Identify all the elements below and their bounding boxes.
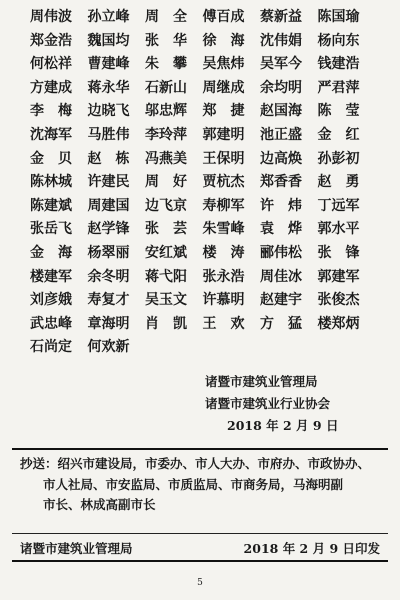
name-entry: 蔡新益 xyxy=(260,9,302,25)
name-entry: 郑 捷 xyxy=(202,103,245,120)
name-entry: 武忠峰 xyxy=(30,315,72,332)
name-entry: 方建成 xyxy=(30,79,72,96)
name-entry: 吴军今 xyxy=(260,56,302,73)
cc-block xyxy=(20,454,380,516)
name-entry: 周伟波 xyxy=(30,9,72,25)
name-entry: 李 梅 xyxy=(30,103,72,120)
issue-date: 2018 年 2 月 9 日印发 xyxy=(243,541,380,556)
name-entry: 周 全 xyxy=(145,9,187,25)
cc-line-3: 市长、林成高副市长 xyxy=(43,497,156,512)
name-entry: 郑金浩 xyxy=(30,32,72,49)
name-entry: 何松祥 xyxy=(30,56,72,73)
name-entry: 周继成 xyxy=(202,79,245,96)
page-number: 5 xyxy=(197,578,203,588)
name-entry: 张俊杰 xyxy=(317,292,360,309)
name-entry: 陈建斌 xyxy=(30,197,72,214)
name-entry: 何欢新 xyxy=(87,339,130,356)
name-entry: 杨翠丽 xyxy=(87,244,130,261)
name-entry: 寿复才 xyxy=(87,292,130,309)
name-entry: 许慕明 xyxy=(202,292,245,309)
name-entry: 安红斌 xyxy=(145,244,187,261)
name-entry: 冯燕美 xyxy=(145,150,187,167)
name-entry: 金 海 xyxy=(30,244,72,261)
name-entry: 孙彭初 xyxy=(317,150,360,167)
name-entry: 丁远军 xyxy=(317,197,360,214)
name-entry: 许建民 xyxy=(87,174,130,191)
name-entry: 方 猛 xyxy=(260,315,302,332)
name-list xyxy=(30,6,375,360)
cc-line-2: 市人社局、市安监局、市质监局、市商务局，马海明副 xyxy=(43,476,344,492)
name-entry: 陈林城 xyxy=(30,174,72,191)
name-entry: 周建国 xyxy=(87,197,130,214)
name-entry: 郦伟松 xyxy=(260,244,302,261)
name-entry: 傅百成 xyxy=(202,9,245,25)
name-entry: 赵建宇 xyxy=(260,292,302,309)
name-entry: 马胜伟 xyxy=(87,126,130,143)
name-entry: 孙立峰 xyxy=(87,9,130,25)
name-entry: 张岳飞 xyxy=(30,221,72,238)
divider-bottom xyxy=(12,560,388,562)
signature-block xyxy=(205,371,385,437)
name-entry: 石尚定 xyxy=(30,339,72,356)
name-entry: 郑香香 xyxy=(260,174,302,191)
name-entry: 余冬明 xyxy=(87,268,130,285)
name-entry: 张 华 xyxy=(145,32,187,49)
divider-top xyxy=(12,448,388,450)
name-entry: 赵国海 xyxy=(260,103,302,120)
name-entry: 周 好 xyxy=(145,174,187,191)
name-entry: 钱建浩 xyxy=(317,56,360,73)
name-entry: 池正盛 xyxy=(260,126,302,143)
name-entry: 严君萍 xyxy=(317,79,360,96)
cc-label: 抄送： xyxy=(20,456,58,471)
name-entry: 沈海军 xyxy=(30,126,72,143)
name-entry: 吴焦炜 xyxy=(202,56,245,73)
name-entry: 周佳冰 xyxy=(260,268,302,285)
name-entry: 魏国均 xyxy=(87,32,130,49)
name-entry: 张 锋 xyxy=(317,244,360,261)
name-entry: 金 贝 xyxy=(30,150,72,167)
name-entry: 边飞京 xyxy=(145,197,187,214)
name-entry: 张 芸 xyxy=(145,221,187,238)
name-entry: 郭水平 xyxy=(317,221,360,238)
name-entry: 陈国瑜 xyxy=(317,9,360,25)
name-entry: 楼郑炳 xyxy=(317,315,360,332)
name-entry: 刘彦娥 xyxy=(30,292,72,309)
name-entry: 楼 涛 xyxy=(202,244,245,261)
divider-middle xyxy=(12,533,388,534)
name-entry: 张永浩 xyxy=(202,268,245,285)
signature-org-2: 诸暨市建筑业行业协会 xyxy=(205,396,331,411)
name-entry: 杨向东 xyxy=(317,32,360,49)
name-entry: 郭建明 xyxy=(202,126,245,143)
name-entry: 寿柳军 xyxy=(202,197,245,214)
name-entry: 吴玉文 xyxy=(145,292,187,309)
name-entry: 赵学锋 xyxy=(87,221,130,238)
name-entry: 蒋永华 xyxy=(87,79,130,96)
issue-footer xyxy=(20,539,380,557)
name-entry: 王保明 xyxy=(202,150,245,167)
name-entry: 肖 凯 xyxy=(145,315,187,332)
issuer: 诸暨市建筑业管理局 xyxy=(20,541,133,556)
name-entry: 贾杭杰 xyxy=(202,174,245,191)
signature-org-1: 诸暨市建筑业管理局 xyxy=(205,374,318,389)
name-entry: 赵 栋 xyxy=(87,150,130,167)
name-entry: 赵 勇 xyxy=(317,174,360,191)
name-entry: 李玲萍 xyxy=(145,126,187,143)
signature-date: 2018 年 2 月 9 日 xyxy=(227,418,339,433)
name-entry: 邬忠辉 xyxy=(145,103,187,120)
name-entry: 蒋弋阳 xyxy=(145,268,187,285)
name-entry: 余均明 xyxy=(260,79,302,96)
name-entry: 朱 攀 xyxy=(145,56,187,73)
name-entry: 陈 莹 xyxy=(317,103,360,120)
cc-line-1: 绍兴市建设局，市委办、市人大办、市府办、市政协办、 xyxy=(57,456,371,471)
name-entry: 袁 烨 xyxy=(260,221,302,238)
name-entry: 楼建军 xyxy=(30,268,72,285)
name-entry: 金 红 xyxy=(317,126,360,143)
name-entry: 边晓飞 xyxy=(87,103,130,120)
name-entry: 石新山 xyxy=(145,79,187,96)
name-entry: 王 欢 xyxy=(202,315,245,332)
name-entry: 徐 海 xyxy=(202,32,245,49)
name-entry: 朱雪峰 xyxy=(202,221,245,238)
name-entry: 章海明 xyxy=(87,315,130,332)
name-entry: 边高焕 xyxy=(260,150,302,167)
name-entry: 沈伟娟 xyxy=(260,32,302,49)
name-entry: 许 炜 xyxy=(260,197,302,214)
name-entry: 郭建军 xyxy=(317,268,360,285)
name-entry: 曹建峰 xyxy=(87,56,130,73)
